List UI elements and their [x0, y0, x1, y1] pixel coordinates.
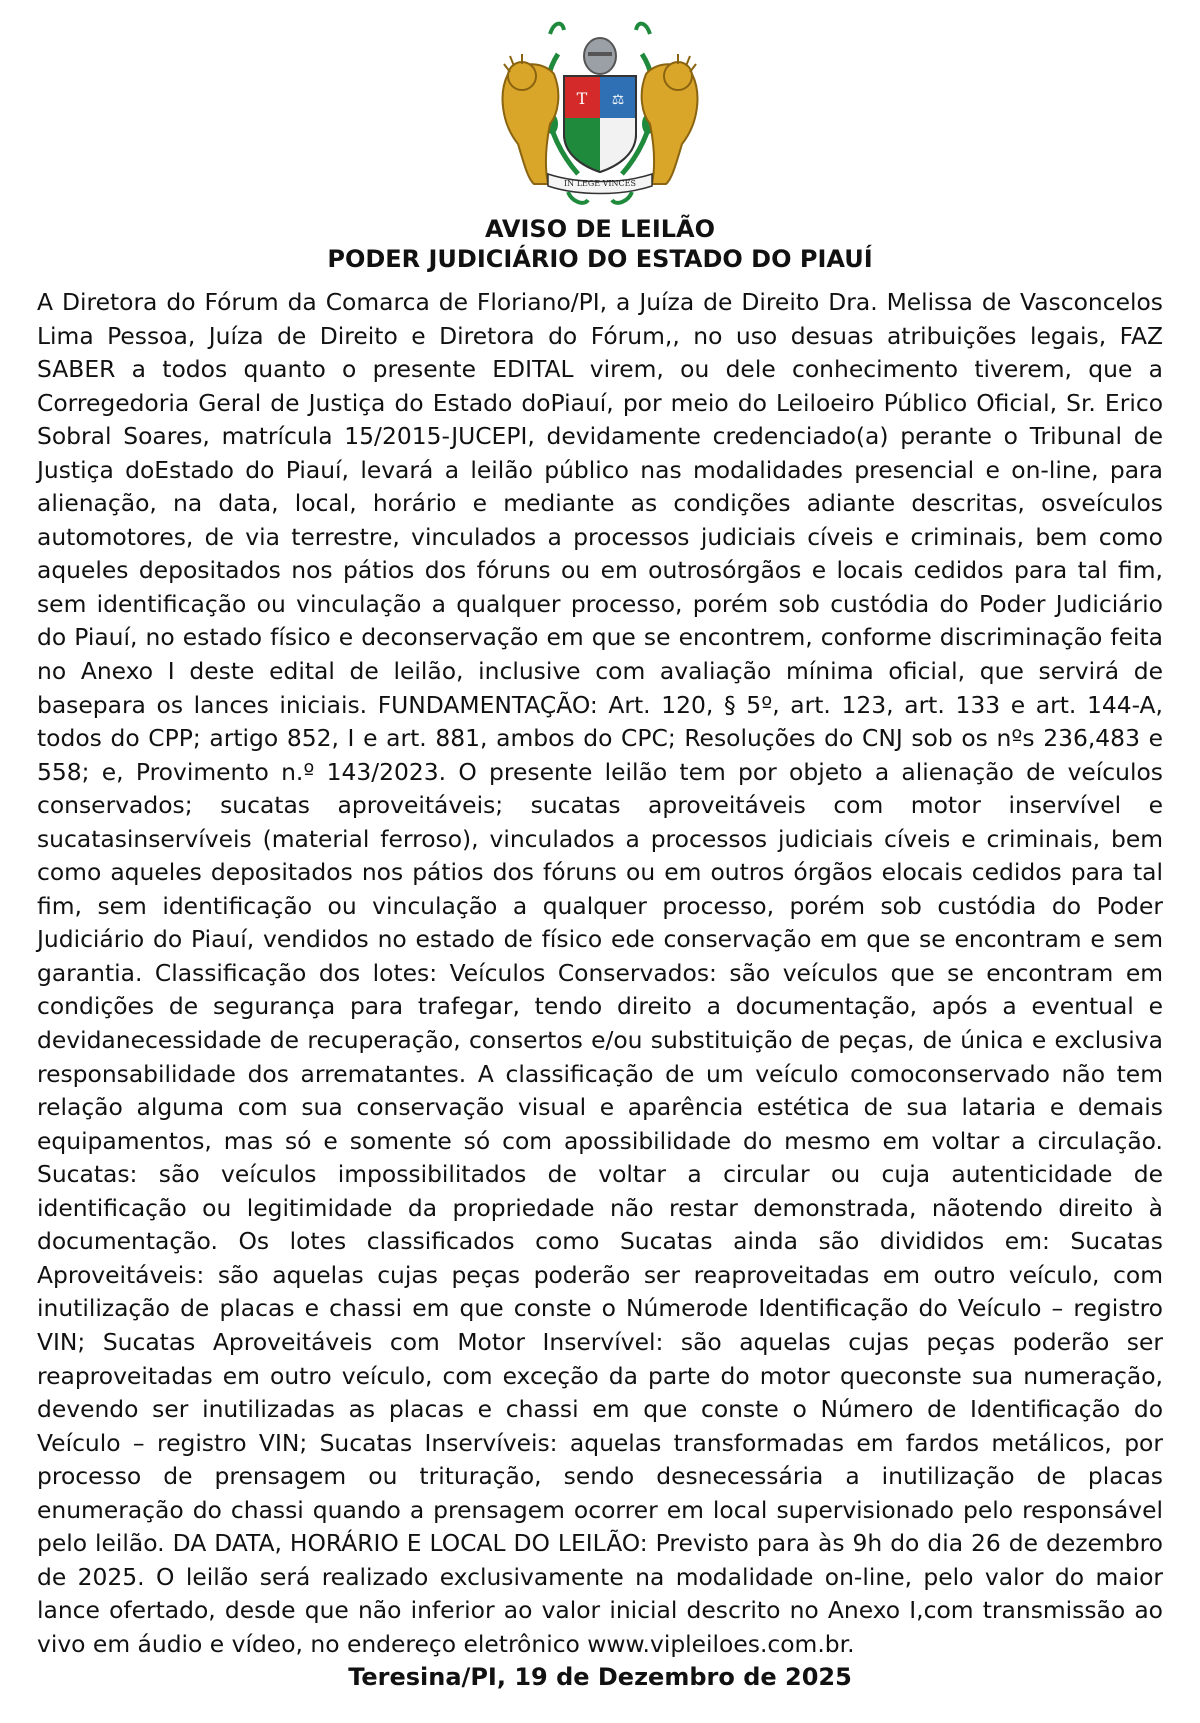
notice-header: [0, 214, 1200, 274]
notice-body-paragraph: A Diretora do Fórum da Comarca de Floriano/PI, a Juíza de Direito Dra. Melissa de Vasconcelos Lima Pessoa, Juíza de Direito e Diretora do Fórum,, no uso desuas atribuições legais, FAZ SABER a todos quanto o presente EDITAL virem, ou dele conhecimento tiverem, que a Corregedoria Geral de Justiça do Estado doPiauí, por meio do Leiloeiro Público Oficial, Sr. Erico Sobral Soares, matrícula 15/2015-JUCEPI, devidamente credenciado(a) perante o Tribunal de Justiça doEstado do Piauí, levará a leilão público nas modalidades presencial e on-line, para alienação, na data, local, horário e mediante as condições adiante descritas, osveículos automotores, de via terrestre, vinculados a processos judiciais cíveis e criminais, bem como aqueles depositados nos pátios dos fóruns ou em outrosórgãos e locais cedidos para tal fim, sem identificação ou vinculação a qualquer processo, porém sob custódia do Poder Judiciário do Piauí, no estado físico e deconservação em que se encontrem, conforme discriminação feita no Anexo I deste edital de leilão, inclusive com avaliação mínima oficial, que servirá de basepara os lances iniciais. FUNDAMENTAÇÃO: Art. 120, § 5º, art. 123, art. 133 e art. 144-A, todos do CPP; artigo 852, I e art. 881, ambos do CPC; Resoluções do CNJ sob os nºs 236,483 e 558; e, Provimento n.º 143/2023. O presente leilão tem por objeto a alienação de veículos conservados; sucatas aproveitáveis; sucatas aproveitáveis com motor inservível e sucatasinservíveis (material ferroso), vinculados a processos judiciais cíveis e criminais, bem como aqueles depositados nos pátios dos fóruns ou em outros órgãos elocais cedidos para tal fim, sem identificação ou vinculação a qualquer processo, porém sob custódia do Poder Judiciário do Piauí, vendidos no estado de físico ede conservação em que se encontram e sem garantia. Classificação dos lotes: Veículos Conservados: são veículos que se encontram em condições de segurança para trafegar, tendo direito a documentação, após a eventual e devidanecessidade de recuperação, consertos e/ou substituição de peças, de única e exclusiva responsabilidade dos arrematantes. A classificação de um veículo comoconservado não tem relação alguma com sua conservação visual e aparência estética de sua lataria e demais equipamentos, mas só e somente só com apossibilidade do mesmo em voltar a circulação. Sucatas: são veículos impossibilitados de voltar a circular ou cuja autenticidade de identificação ou legitimidade da propriedade não restar demonstrada, nãotendo direito à documentação. Os lotes classificados como Sucatas ainda são divididos em: Sucatas Aproveitáveis: são aquelas cujas peças poderão ser reaproveitadas em outro veículo, com inutilização de placas e chassi em que conste o Númerode Identificação do Veículo – registro VIN; Sucatas Aproveitáveis com Motor Inservível: são aquelas cujas peças poderão ser reaproveitadas em outro veículo, com exceção da parte do motor queconste sua numeração, devendo ser inutilizadas as placas e chassi em que conste o Número de Identificação do Veículo – registro VIN; Sucatas Inservíveis: aquelas transformadas em fardos metálicos, por processo de prensagem ou trituração, sendo desnecessária a inutilização de placas enumeração do chassi quando a prensagem ocorrer em local supervisionado pelo responsável pelo leilão. DA DATA, HORÁRIO E LOCAL DO LEILÃO: Previsto para às 9h do dia 26 de dezembro de 2025. O leilão será realizado exclusivamente na modalidade on-line, pelo valor do maior lance ofertado, desde que não inferior ao valor inicial descrito no Anexo I,com transmissão ao vivo em áudio e vídeo, no endereço eletrônico www.vipleiloes.com.br.: [37, 288, 1163, 1658]
notice-title: AVISO DE LEILÃO: [484, 215, 716, 243]
coat-of-arms-logo: [488, 14, 712, 210]
coat-of-arms-icon: [488, 14, 712, 210]
svg-text:⚖: ⚖: [611, 92, 625, 108]
svg-text:IN LEGE VINCES: IN LEGE VINCES: [563, 179, 637, 188]
place-and-date: Teresina/PI, 19 de Dezembro de 2025: [348, 1663, 852, 1691]
svg-text:T: T: [576, 89, 588, 108]
notice-subtitle: PODER JUDICIÁRIO DO ESTADO DO PIAUÍ: [327, 245, 873, 273]
